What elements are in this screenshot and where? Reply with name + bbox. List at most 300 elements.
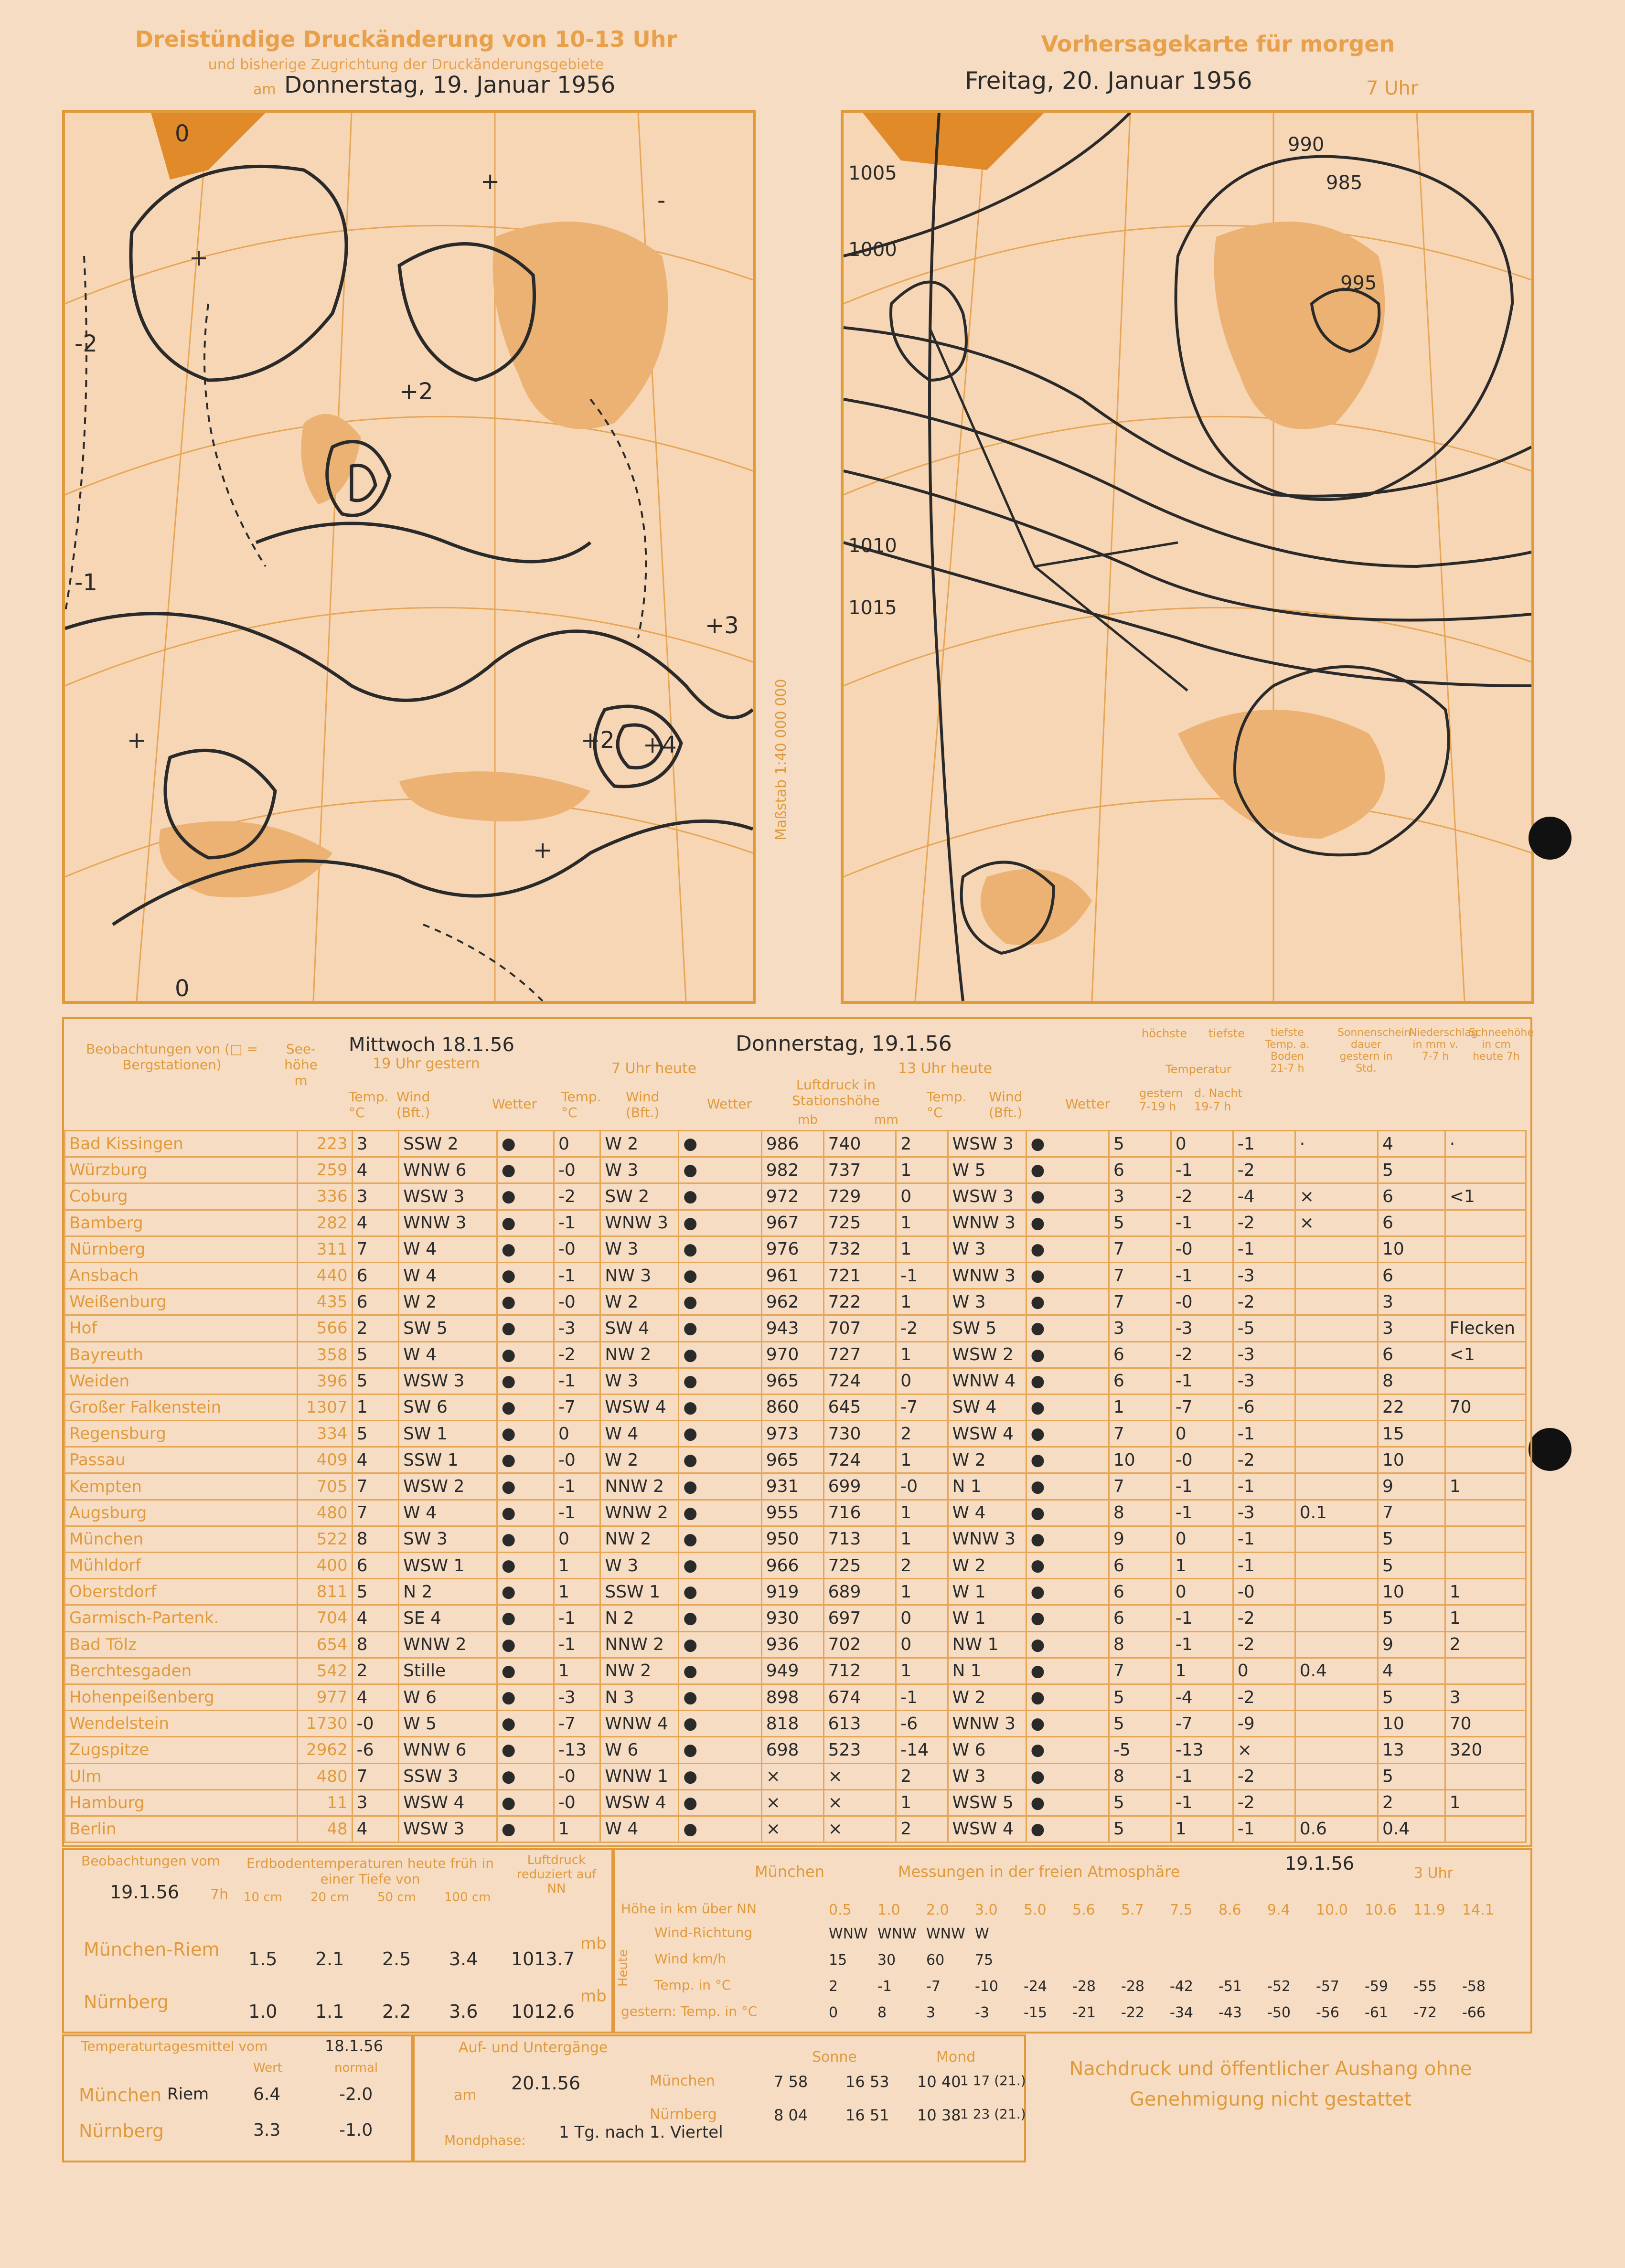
precipitation: 6 (1378, 1262, 1445, 1288)
wind-yesterday: SW 1 (399, 1421, 497, 1447)
max-temp: 6 (1109, 1342, 1171, 1368)
weather-symbol-icon: ● (683, 1450, 698, 1470)
ground-temp: -2 (1233, 1684, 1295, 1710)
weather-symbol-icon: ● (501, 1767, 516, 1786)
upper-air-temps-value: -10 (975, 1978, 998, 1995)
snow-depth (1445, 1210, 1526, 1236)
station-row (65, 1210, 1526, 1236)
temp-yesterday: 7 (352, 1236, 398, 1262)
sun-moon-place: Nürnberg (650, 2106, 717, 2123)
temp-7h: 1 (554, 1658, 600, 1684)
temp-7h: 1 (554, 1553, 600, 1579)
temp-7h: 0 (554, 1526, 600, 1552)
min-temp: -1 (1171, 1631, 1233, 1658)
temp-13h: 0 (896, 1631, 948, 1658)
map-plus-label: + (127, 727, 147, 754)
ground-temp: -1 (1233, 1236, 1295, 1262)
temp-13h: 1 (896, 1210, 948, 1236)
weather-symbol-icon: ● (501, 1161, 516, 1180)
header-tiefste: tiefste (1208, 1027, 1245, 1040)
station-name: Hohenpeißenberg (65, 1684, 298, 1710)
ground-temp: -4 (1233, 1183, 1295, 1210)
ground-temp: -6 (1233, 1394, 1295, 1420)
pressure-mm: 697 (823, 1605, 896, 1631)
wind-7h: W 6 (600, 1737, 679, 1763)
weather-7h (679, 1157, 761, 1183)
station-height: 358 (298, 1342, 352, 1368)
pressure-mb: 967 (761, 1210, 823, 1236)
station-name: Kempten (65, 1473, 298, 1500)
precipitation: 6 (1378, 1210, 1445, 1236)
header-day2-13: 13 Uhr heute (898, 1060, 993, 1077)
ground-temp: -2 (1233, 1605, 1295, 1631)
sunshine (1295, 1789, 1378, 1816)
upper-air-speeds-value: 15 (829, 1952, 847, 1969)
min-temp: 1 (1171, 1816, 1233, 1842)
soil-temp-value: 1.5 (248, 1949, 278, 1970)
temp-yesterday: 4 (352, 1605, 398, 1631)
temp-yesterday: 4 (352, 1816, 398, 1842)
upper-air-heights-value: 8.6 (1219, 1902, 1241, 1918)
weather-symbol-icon: ● (683, 1556, 698, 1576)
pressure-mm: 725 (823, 1553, 896, 1579)
weather-symbol-icon: ● (683, 1319, 698, 1338)
upper-air-speeds-value: 75 (975, 1952, 994, 1969)
upper-air-height-label: Höhe in km über NN (621, 1901, 757, 1917)
station-height: 811 (298, 1579, 352, 1605)
weather-yesterday (497, 1315, 554, 1342)
sunshine (1295, 1553, 1378, 1579)
weather-symbol-icon: ● (501, 1371, 516, 1391)
pressure-mm: 729 (823, 1183, 896, 1210)
weather-13h (1026, 1289, 1109, 1315)
sunshine (1295, 1421, 1378, 1447)
station-row (65, 1605, 1526, 1631)
map-zero-label: 0 (175, 975, 190, 1001)
pressure-mb: 949 (761, 1658, 823, 1684)
upper-air-dirs-value: WNW (877, 1926, 917, 1942)
header-temp-1: Temp. °C (349, 1089, 389, 1120)
sun-label: Sonne (812, 2049, 857, 2066)
upper-air-temps-value: -55 (1413, 1978, 1437, 1995)
sunshine (1295, 1368, 1378, 1394)
temp-yesterday: 3 (352, 1183, 398, 1210)
wind-7h: W 2 (600, 1289, 679, 1315)
pressure-mm: 707 (823, 1315, 896, 1342)
snow-depth (1445, 1262, 1526, 1288)
temp-13h: 1 (896, 1236, 948, 1262)
weather-yesterday (497, 1553, 554, 1579)
weather-13h (1026, 1631, 1109, 1658)
sunshine (1295, 1684, 1378, 1710)
weather-symbol-icon: ● (683, 1608, 698, 1628)
soil-pressure-label: Luftdruck reduziert auf NN (516, 1853, 597, 1896)
station-height: 705 (298, 1473, 352, 1500)
weather-symbol-icon: ● (1030, 1819, 1045, 1839)
temp-13h: 2 (896, 1816, 948, 1842)
weather-symbol-icon: ● (1030, 1635, 1045, 1654)
max-temp: 10 (1109, 1447, 1171, 1473)
header-schnee: Schneehöhe in cm heute 7h (1469, 1027, 1534, 1063)
upper-air-dirs-value: WNW (926, 1926, 965, 1942)
station-height: 704 (298, 1605, 352, 1631)
pressure-mm: 737 (823, 1157, 896, 1183)
upper-air-temps-value: -24 (1024, 1978, 1047, 1995)
weather-symbol-icon: ● (683, 1239, 698, 1259)
temp-13h: 1 (896, 1526, 948, 1552)
temp-yesterday: 7 (352, 1473, 398, 1500)
station-row (65, 1631, 1526, 1658)
wind-7h: SSW 1 (600, 1579, 679, 1605)
ground-temp: -2 (1233, 1631, 1295, 1658)
min-temp: 0 (1171, 1421, 1233, 1447)
weather-yesterday (497, 1763, 554, 1789)
map-minus2-label: -2 (75, 330, 97, 357)
wind-yesterday: WSW 2 (399, 1473, 497, 1500)
moonset-time: 1 23 (21.) (960, 2106, 1026, 2122)
soil-depth-label: 50 cm (377, 1890, 416, 1905)
pressure-mb: 986 (761, 1131, 823, 1157)
upper-air-heights-value: 14.1 (1462, 1902, 1494, 1918)
isobar-label: 995 (1340, 272, 1377, 294)
weather-symbol-icon: ● (501, 1134, 516, 1154)
precipitation: 5 (1378, 1553, 1445, 1579)
weather-symbol-icon: ● (1030, 1767, 1045, 1786)
max-temp: 3 (1109, 1183, 1171, 1210)
wind-7h: W 4 (600, 1421, 679, 1447)
temp-yesterday: 6 (352, 1262, 398, 1288)
station-row (65, 1394, 1526, 1420)
weather-symbol-icon: ● (1030, 1740, 1045, 1760)
station-row (65, 1262, 1526, 1288)
sunset-time: 16 51 (845, 2106, 889, 2124)
upper-air-temps-gestern-value: -61 (1365, 2004, 1388, 2021)
snow-depth (1445, 1447, 1526, 1473)
weather-symbol-icon: ● (683, 1187, 698, 1206)
temp-7h: -0 (554, 1447, 600, 1473)
sunshine (1295, 1579, 1378, 1605)
max-temp: 5 (1109, 1711, 1171, 1737)
punch-hole (1529, 1428, 1572, 1471)
sun-moon-title: Auf- und Untergänge (459, 2039, 608, 2056)
temp-yesterday: 4 (352, 1684, 398, 1710)
weather-symbol-icon: ● (501, 1793, 516, 1812)
pressure-mm: 730 (823, 1421, 896, 1447)
station-height: 400 (298, 1553, 352, 1579)
weather-symbol-icon: ● (501, 1345, 516, 1364)
snow-depth (1445, 1421, 1526, 1447)
precipitation: 0.4 (1378, 1816, 1445, 1842)
weather-yesterday (497, 1368, 554, 1394)
max-temp: 7 (1109, 1473, 1171, 1500)
map-plus3-label: +3 (705, 612, 739, 639)
max-temp: 6 (1109, 1605, 1171, 1631)
temp-13h: -0 (896, 1473, 948, 1500)
pressure-mm: 613 (823, 1711, 896, 1737)
min-temp: -2 (1171, 1342, 1233, 1368)
station-name: Weiden (65, 1368, 298, 1394)
max-temp: 5 (1109, 1816, 1171, 1842)
upper-air-speed-label: Wind km/h (654, 1951, 726, 1967)
header-wetter-1: Wetter (492, 1096, 537, 1112)
station-name: Nürnberg (65, 1236, 298, 1262)
station-height: 480 (298, 1763, 352, 1789)
wind-7h: W 3 (600, 1368, 679, 1394)
map-plus4-label: +4 (643, 732, 677, 758)
wind-13h: W 1 (948, 1579, 1026, 1605)
station-name: Weißenburg (65, 1289, 298, 1315)
isobar-label: 1005 (848, 162, 897, 184)
ground-temp: -1 (1233, 1131, 1295, 1157)
upper-air-speeds-value: 30 (877, 1952, 896, 1969)
snow-depth (1445, 1763, 1526, 1789)
ground-temp: -1 (1233, 1526, 1295, 1552)
upper-air-temps-value: -28 (1072, 1978, 1096, 1995)
max-temp: 3 (1109, 1315, 1171, 1342)
station-height: 48 (298, 1816, 352, 1842)
weather-yesterday (497, 1631, 554, 1658)
pressure-mb: 943 (761, 1315, 823, 1342)
temp-7h: -13 (554, 1737, 600, 1763)
temp-13h: 2 (896, 1421, 948, 1447)
max-temp: 6 (1109, 1553, 1171, 1579)
soil-obs-date: 19.1.56 (110, 1882, 180, 1903)
weather-yesterday (497, 1526, 554, 1552)
weather-yesterday (497, 1342, 554, 1368)
wind-yesterday: SW 3 (399, 1526, 497, 1552)
station-name: Passau (65, 1447, 298, 1473)
temp-13h: 1 (896, 1289, 948, 1315)
map-plus2-label: +2 (399, 378, 433, 405)
pressure-mb: 965 (761, 1368, 823, 1394)
wind-yesterday: WNW 2 (399, 1631, 497, 1658)
snow-depth (1445, 1658, 1526, 1684)
wind-13h: WSW 3 (948, 1183, 1026, 1210)
map-plus-label: + (481, 168, 500, 195)
temp-yesterday: 5 (352, 1342, 398, 1368)
upper-air-place: München (755, 1863, 825, 1881)
snow-depth (1445, 1816, 1526, 1842)
min-temp: -1 (1171, 1789, 1233, 1816)
station-height: 282 (298, 1210, 352, 1236)
station-name: Bamberg (65, 1210, 298, 1236)
weather-7h (679, 1500, 761, 1526)
pressure-mb: 931 (761, 1473, 823, 1500)
pressure-mb: 972 (761, 1183, 823, 1210)
weather-yesterday (497, 1605, 554, 1631)
station-height: 259 (298, 1157, 352, 1183)
precipitation: 8 (1378, 1368, 1445, 1394)
wind-7h: WSW 4 (600, 1789, 679, 1816)
soil-temp-value: 3.4 (449, 1949, 478, 1970)
map-plus-label: + (533, 837, 553, 863)
soil-temp-value: 2.5 (382, 1949, 411, 1970)
temp-yesterday: 7 (352, 1763, 398, 1789)
temp-yesterday: 3 (352, 1131, 398, 1157)
upper-air-dir-label: Wind-Richtung (654, 1925, 753, 1940)
temp-yesterday: 5 (352, 1421, 398, 1447)
precipitation: 5 (1378, 1763, 1445, 1789)
weather-symbol-icon: ● (683, 1767, 698, 1786)
temp-7h: 0 (554, 1131, 600, 1157)
wind-yesterday: WSW 3 (399, 1368, 497, 1394)
station-name: Mühldorf (65, 1553, 298, 1579)
pressure-mm: 725 (823, 1210, 896, 1236)
header-day1-sub: 19 Uhr gestern (373, 1055, 480, 1072)
station-row (65, 1737, 1526, 1763)
wind-13h: WNW 4 (948, 1368, 1026, 1394)
precipitation: 4 (1378, 1658, 1445, 1684)
temp-13h: 2 (896, 1553, 948, 1579)
temp-7h: -1 (554, 1262, 600, 1288)
weather-symbol-icon: ● (501, 1819, 516, 1839)
weather-symbol-icon: ● (501, 1556, 516, 1576)
soil-title: Erdbodentemperaturen heute früh in einer Tiefe von (246, 1855, 494, 1887)
upper-air-temps-gestern-value: -50 (1267, 2004, 1291, 2021)
station-row (65, 1421, 1526, 1447)
temp-13h: -1 (896, 1684, 948, 1710)
snow-depth (1445, 1526, 1526, 1552)
moonrise-time: 10 38 (917, 2106, 961, 2124)
weather-symbol-icon: ● (501, 1477, 516, 1496)
weather-symbol-icon: ● (501, 1529, 516, 1549)
station-height: 566 (298, 1315, 352, 1342)
weather-symbol-icon: ● (683, 1424, 698, 1444)
sunshine: 0.4 (1295, 1658, 1378, 1684)
max-temp: 7 (1109, 1262, 1171, 1288)
weather-13h (1026, 1658, 1109, 1684)
station-row (65, 1342, 1526, 1368)
temp-13h: -7 (896, 1394, 948, 1420)
precipitation: 5 (1378, 1526, 1445, 1552)
upper-air-heights-value: 3.0 (975, 1902, 998, 1918)
weather-7h (679, 1605, 761, 1631)
weather-13h (1026, 1526, 1109, 1552)
upper-air-temps-gestern-value: -3 (975, 2004, 989, 2021)
weather-7h (679, 1473, 761, 1500)
weather-symbol-icon: ● (683, 1714, 698, 1734)
sunshine (1295, 1262, 1378, 1288)
wind-yesterday: W 4 (399, 1262, 497, 1288)
station-name: Bayreuth (65, 1342, 298, 1368)
isobar-label: 1000 (848, 239, 897, 261)
weather-13h (1026, 1447, 1109, 1473)
temp-13h: 1 (896, 1447, 948, 1473)
wind-13h: WSW 4 (948, 1816, 1026, 1842)
wind-yesterday: W 2 (399, 1289, 497, 1315)
max-temp: 9 (1109, 1526, 1171, 1552)
ground-temp: -1 (1233, 1473, 1295, 1500)
upper-air-temps-gestern-value: 3 (926, 2004, 936, 2021)
isobar-label: 990 (1288, 134, 1325, 156)
sun-moon-date: 20.1.56 (511, 2073, 581, 2094)
precipitation: 5 (1378, 1605, 1445, 1631)
wind-13h: W 3 (948, 1236, 1026, 1262)
upper-air-heights-value: 11.9 (1413, 1902, 1445, 1918)
weather-symbol-icon: ● (1030, 1556, 1045, 1576)
max-temp: 7 (1109, 1421, 1171, 1447)
wind-13h: SW 4 (948, 1394, 1026, 1420)
wind-yesterday: SW 6 (399, 1394, 497, 1420)
min-temp: 0 (1171, 1526, 1233, 1552)
station-row (65, 1368, 1526, 1394)
sunshine (1295, 1605, 1378, 1631)
upper-air-heights-value: 2.0 (926, 1902, 949, 1918)
weather-7h (679, 1236, 761, 1262)
max-temp: 8 (1109, 1631, 1171, 1658)
weather-13h (1026, 1789, 1109, 1816)
temp-yesterday: 3 (352, 1789, 398, 1816)
weather-yesterday (497, 1210, 554, 1236)
header-height: See-höhe m (284, 1041, 318, 1088)
soil-station: München-Riem (84, 1939, 220, 1960)
wind-13h: WSW 3 (948, 1131, 1026, 1157)
isobar-label: 1015 (848, 597, 897, 619)
min-temp: 1 (1171, 1553, 1233, 1579)
header-day2: Donnerstag, 19.1.56 (736, 1032, 952, 1056)
temp-mean-date: 18.1.56 (325, 2037, 384, 2055)
station-height: 1730 (298, 1711, 352, 1737)
weather-symbol-icon: ● (1030, 1292, 1045, 1312)
ground-temp: -2 (1233, 1789, 1295, 1816)
upper-air-heute-label: Heute (616, 1949, 631, 1987)
temp-yesterday: 4 (352, 1447, 398, 1473)
pressure-mm: × (823, 1816, 896, 1842)
station-name: Augsburg (65, 1500, 298, 1526)
weather-13h (1026, 1183, 1109, 1210)
temp-7h: -0 (554, 1789, 600, 1816)
weather-13h (1026, 1342, 1109, 1368)
snow-depth: · (1445, 1131, 1526, 1157)
ground-temp: -3 (1233, 1368, 1295, 1394)
wind-yesterday: W 6 (399, 1684, 497, 1710)
weather-13h (1026, 1421, 1109, 1447)
temp-13h: 1 (896, 1500, 948, 1526)
ground-temp: -2 (1233, 1210, 1295, 1236)
station-name: Oberstdorf (65, 1579, 298, 1605)
min-temp: 1 (1171, 1658, 1233, 1684)
ground-temp: -5 (1233, 1315, 1295, 1342)
max-temp: 8 (1109, 1500, 1171, 1526)
weather-13h (1026, 1210, 1109, 1236)
station-row (65, 1763, 1526, 1789)
forecast-map (841, 110, 1534, 1004)
station-height: 480 (298, 1500, 352, 1526)
station-row (65, 1131, 1526, 1157)
snow-depth: 2 (1445, 1631, 1526, 1658)
precipitation: 10 (1378, 1447, 1445, 1473)
temp-13h: 1 (896, 1157, 948, 1183)
temp-13h: 2 (896, 1763, 948, 1789)
upper-air-temps-value: -59 (1365, 1978, 1388, 1995)
weather-yesterday (497, 1816, 554, 1842)
weather-13h (1026, 1605, 1109, 1631)
pressure-mb: 930 (761, 1605, 823, 1631)
weather-7h (679, 1394, 761, 1420)
upper-air-time: 3 Uhr (1414, 1865, 1453, 1882)
temp-7h: 1 (554, 1579, 600, 1605)
wind-yesterday: SSW 1 (399, 1447, 497, 1473)
station-row (65, 1789, 1526, 1816)
precipitation: 3 (1378, 1289, 1445, 1315)
left-map-subtitle: und bisherige Zugrichtung der Druckänderungsgebiete (208, 56, 604, 73)
max-temp: 5 (1109, 1789, 1171, 1816)
temp-7h: -1 (554, 1631, 600, 1658)
temp-yesterday: 6 (352, 1289, 398, 1315)
precipitation: 2 (1378, 1789, 1445, 1816)
ground-temp: -3 (1233, 1342, 1295, 1368)
weather-symbol-icon: ● (1030, 1450, 1045, 1470)
